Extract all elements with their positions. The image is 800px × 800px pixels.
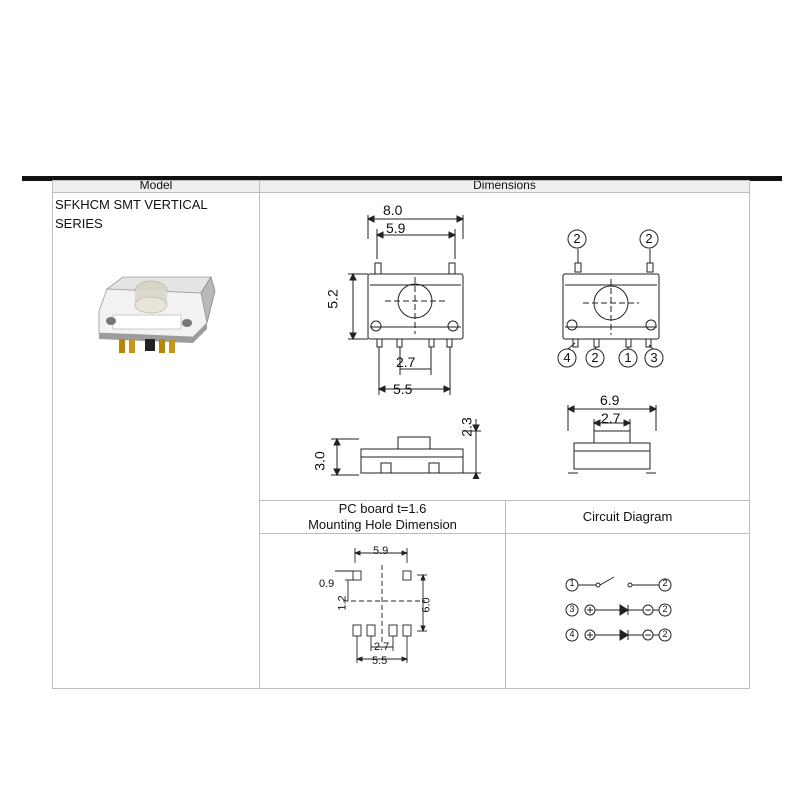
pin-label-bottom-1: 4 bbox=[563, 350, 571, 365]
dim-side2-pitch: 2.7 bbox=[601, 410, 621, 426]
pcb-header-line-2: Mounting Hole Dimension bbox=[308, 517, 457, 532]
pcb-offset: 1.2 bbox=[336, 595, 349, 611]
dim-pin-span: 5.5 bbox=[393, 381, 413, 397]
circuit-r2-right: 2 bbox=[662, 604, 668, 614]
dim-side-body-height: 2.3 bbox=[458, 417, 475, 437]
dim-side-height: 3.0 bbox=[311, 451, 328, 471]
model-column-header: Model bbox=[53, 181, 259, 193]
pin-label-bottom-4: 3 bbox=[650, 350, 658, 365]
circuit-r1-right: 2 bbox=[662, 578, 668, 588]
dim-side2-width: 6.9 bbox=[600, 392, 620, 408]
model-line-2: SERIES bbox=[55, 216, 103, 231]
pin-label-bottom-3: 1 bbox=[624, 350, 632, 365]
dim-width-total: 8.0 bbox=[383, 202, 403, 218]
model-name bbox=[55, 195, 255, 233]
pcb-header-line-1: PC board t=1.6 bbox=[338, 501, 427, 516]
circuit-r2-left: 3 bbox=[569, 604, 575, 614]
circuit-r3-right: 2 bbox=[662, 629, 668, 639]
circuit-r1-left: 1 bbox=[569, 578, 575, 588]
dim-width-pins: 5.9 bbox=[386, 220, 406, 236]
dim-height: 5.2 bbox=[324, 289, 341, 309]
pcb-header bbox=[260, 501, 505, 533]
pin-label-bottom-2: 2 bbox=[591, 350, 599, 365]
product-photo bbox=[93, 271, 233, 361]
circuit-r3-left: 4 bbox=[569, 629, 575, 639]
pcb-height: 6.0 bbox=[420, 597, 433, 613]
dim-pin-pitch: 2.7 bbox=[396, 354, 416, 370]
pcb-top-span: 5.9 bbox=[373, 545, 389, 557]
dimensions-column-header: Dimensions bbox=[260, 181, 749, 193]
pcb-pitch: 2.7 bbox=[374, 641, 390, 653]
model-line-1: SFKHCM SMT VERTICAL bbox=[55, 197, 208, 212]
pin-label-top-right: 2 bbox=[645, 231, 653, 246]
pcb-pad: 0.9 bbox=[319, 578, 335, 590]
pin-label-top-left: 2 bbox=[573, 231, 581, 246]
spec-table bbox=[52, 180, 750, 689]
circuit-header: Circuit Diagram bbox=[582, 509, 673, 524]
pcb-span: 5.5 bbox=[372, 655, 388, 667]
